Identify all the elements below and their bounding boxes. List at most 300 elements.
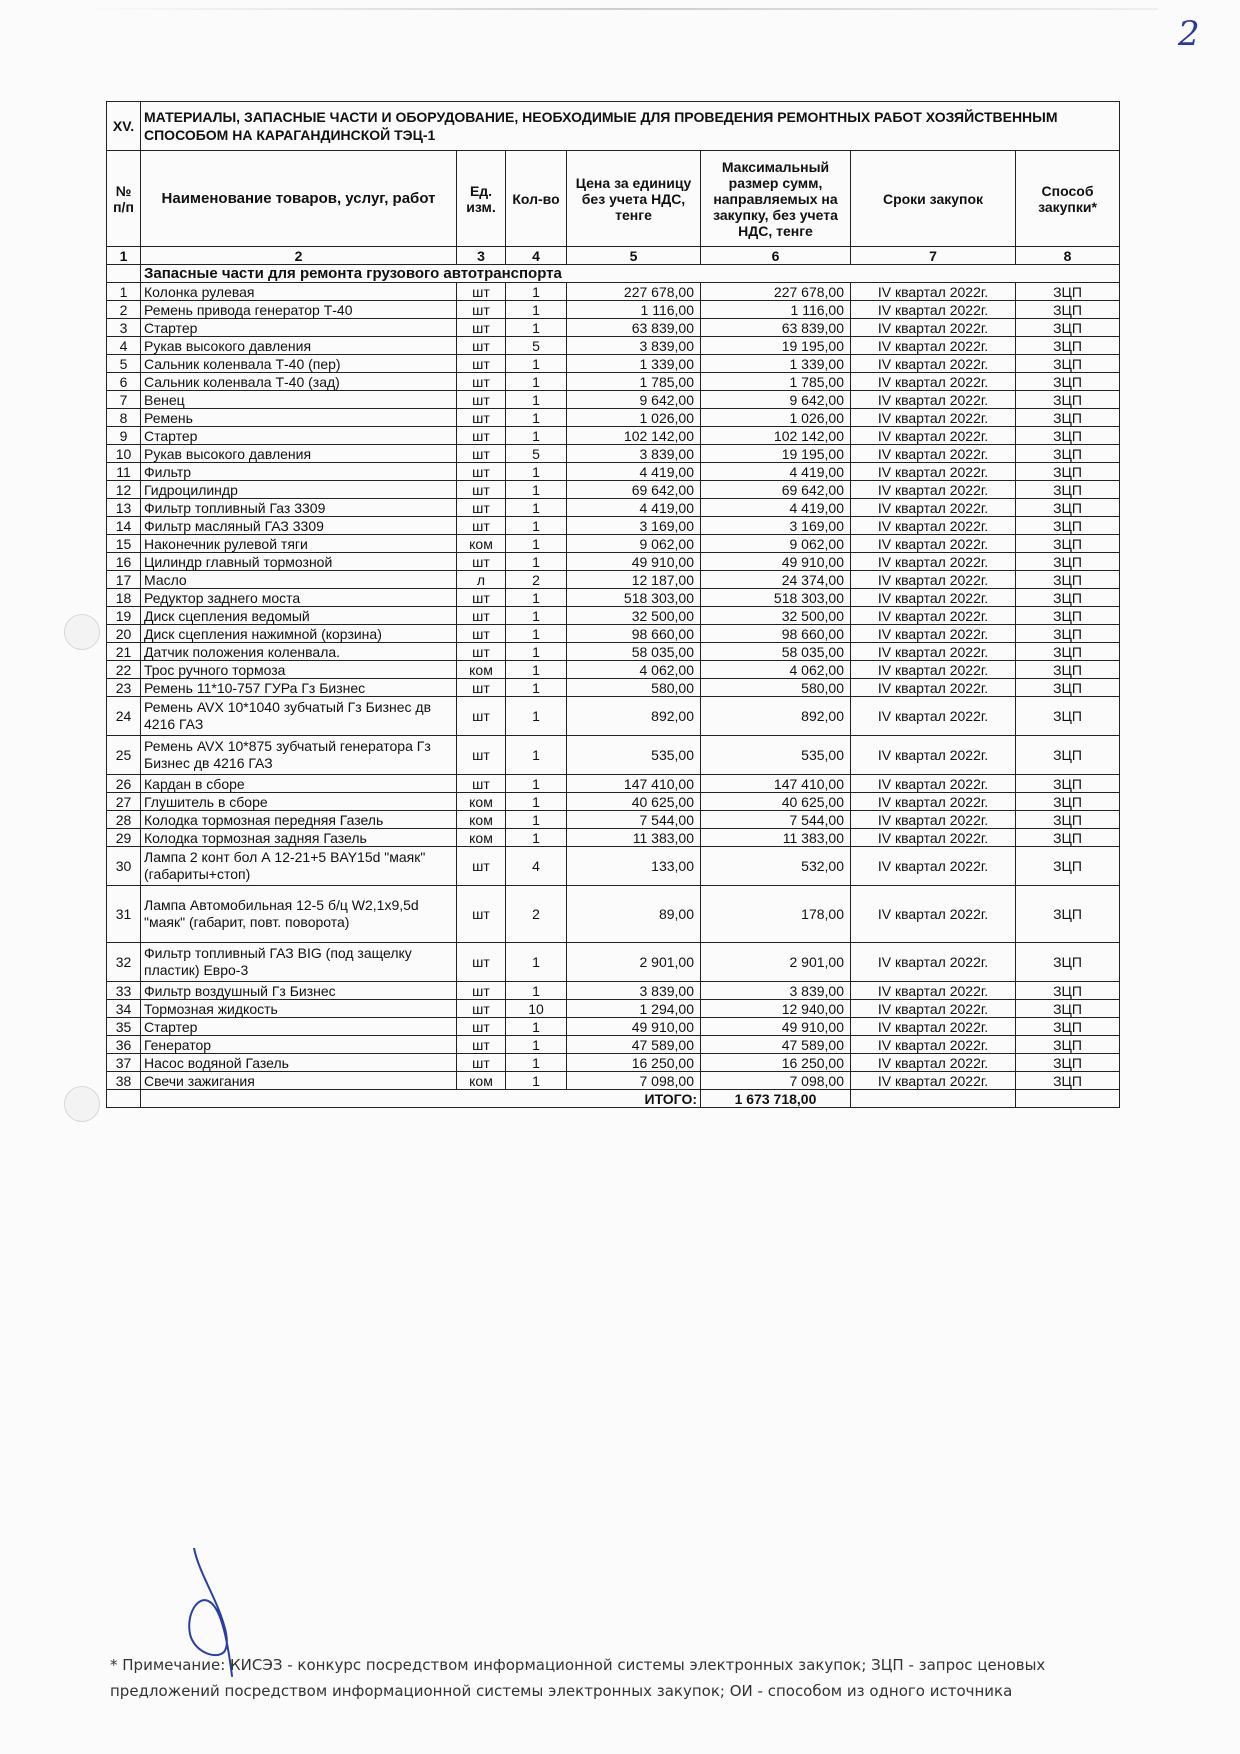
item-max-amount: 535,00 <box>701 736 851 775</box>
item-method: ЗЦП <box>1016 391 1120 409</box>
item-name: Генератор <box>141 1036 457 1054</box>
item-quantity: 1 <box>506 463 567 481</box>
item-max-amount: 63 839,00 <box>701 319 851 337</box>
item-unit: шт <box>457 775 506 793</box>
item-term: IV квартал 2022г. <box>851 1072 1016 1090</box>
row-number: 32 <box>107 943 141 982</box>
footnote: * Примечание: КИСЭЗ - конкурс посредством информационной системы электронных закупок; ЗЦП - запрос ценовых предложений посредством информационной системы электронных закупок; ОИ - способом из одного источника <box>110 1656 1046 1700</box>
table-row <box>107 736 1120 775</box>
item-unit-price: 4 419,00 <box>567 499 701 517</box>
item-term: IV квартал 2022г. <box>851 571 1016 589</box>
row-number: 37 <box>107 1054 141 1072</box>
item-unit: шт <box>457 517 506 535</box>
table-row <box>107 391 1120 409</box>
item-term: IV квартал 2022г. <box>851 943 1016 982</box>
item-max-amount: 4 419,00 <box>701 463 851 481</box>
item-unit-price: 16 250,00 <box>567 1054 701 1072</box>
header-unit: Ед. изм. <box>457 151 506 247</box>
row-number: 25 <box>107 736 141 775</box>
item-unit-price: 147 410,00 <box>567 775 701 793</box>
item-unit-price: 40 625,00 <box>567 793 701 811</box>
table-row <box>107 1072 1120 1090</box>
item-name: Кардан в сборе <box>141 775 457 793</box>
total-spacer <box>851 1090 1016 1108</box>
table-row <box>107 643 1120 661</box>
item-quantity: 5 <box>506 445 567 463</box>
item-method: ЗЦП <box>1016 409 1120 427</box>
item-term: IV квартал 2022г. <box>851 607 1016 625</box>
item-unit: шт <box>457 982 506 1000</box>
item-unit-price: 11 383,00 <box>567 829 701 847</box>
item-term: IV квартал 2022г. <box>851 643 1016 661</box>
table-row <box>107 607 1120 625</box>
table-row <box>107 283 1120 301</box>
item-max-amount: 9 642,00 <box>701 391 851 409</box>
punch-hole-bottom <box>64 1086 100 1122</box>
item-method: ЗЦП <box>1016 661 1120 679</box>
table-row <box>107 445 1120 463</box>
item-term: IV квартал 2022г. <box>851 775 1016 793</box>
row-number: 14 <box>107 517 141 535</box>
item-unit: ком <box>457 793 506 811</box>
row-number: 6 <box>107 373 141 391</box>
item-unit: шт <box>457 553 506 571</box>
item-quantity: 1 <box>506 1072 567 1090</box>
item-unit: шт <box>457 319 506 337</box>
table-row <box>107 982 1120 1000</box>
table-row <box>107 1000 1120 1018</box>
item-unit: шт <box>457 1036 506 1054</box>
item-name: Масло <box>141 571 457 589</box>
item-unit-price: 58 035,00 <box>567 643 701 661</box>
header-row <box>107 151 1120 247</box>
item-name: Ремень AVX 10*875 зубчатый генератора Гз Бизнес дв 4216 ГАЗ <box>141 736 457 775</box>
item-quantity: 1 <box>506 517 567 535</box>
item-name: Трос ручного тормоза <box>141 661 457 679</box>
table-row <box>107 427 1120 445</box>
item-unit-price: 9 642,00 <box>567 391 701 409</box>
item-method: ЗЦП <box>1016 847 1120 886</box>
header-max: Максимальный размер сумм, направляемых на закупку, без учета НДС, тенге <box>701 151 851 247</box>
table-row <box>107 409 1120 427</box>
table-row <box>107 319 1120 337</box>
item-method: ЗЦП <box>1016 589 1120 607</box>
column-number: 8 <box>1016 247 1120 265</box>
item-unit: шт <box>457 445 506 463</box>
item-name: Рукав высокого давления <box>141 337 457 355</box>
total-value: 1 673 718,00 <box>701 1090 851 1108</box>
page-number: 2 <box>1178 14 1200 54</box>
row-number: 20 <box>107 625 141 643</box>
column-number: 2 <box>141 247 457 265</box>
item-name: Лампа 2 конт бол А 12-21+5 BAY15d "маяк" (габариты+стоп) <box>141 847 457 886</box>
item-name: Редуктор заднего моста <box>141 589 457 607</box>
item-term: IV квартал 2022г. <box>851 661 1016 679</box>
item-unit: шт <box>457 736 506 775</box>
item-term: IV квартал 2022г. <box>851 355 1016 373</box>
item-unit-price: 1 339,00 <box>567 355 701 373</box>
item-term: IV квартал 2022г. <box>851 829 1016 847</box>
item-unit: шт <box>457 409 506 427</box>
item-unit: шт <box>457 847 506 886</box>
item-quantity: 4 <box>506 847 567 886</box>
header-no: № п/п <box>107 151 141 247</box>
item-unit-price: 47 589,00 <box>567 1036 701 1054</box>
column-number: 6 <box>701 247 851 265</box>
item-max-amount: 1 785,00 <box>701 373 851 391</box>
item-method: ЗЦП <box>1016 319 1120 337</box>
row-number: 7 <box>107 391 141 409</box>
row-number: 16 <box>107 553 141 571</box>
item-method: ЗЦП <box>1016 1036 1120 1054</box>
row-number: 35 <box>107 1018 141 1036</box>
table-row <box>107 943 1120 982</box>
item-max-amount: 9 062,00 <box>701 535 851 553</box>
table-row <box>107 499 1120 517</box>
table-row <box>107 829 1120 847</box>
item-unit: шт <box>457 589 506 607</box>
item-unit-price: 12 187,00 <box>567 571 701 589</box>
item-method: ЗЦП <box>1016 625 1120 643</box>
header-price: Цена за единицу без учета НДС, тенге <box>567 151 701 247</box>
row-number: 11 <box>107 463 141 481</box>
item-term: IV квартал 2022г. <box>851 697 1016 736</box>
item-method: ЗЦП <box>1016 886 1120 943</box>
item-quantity: 1 <box>506 553 567 571</box>
item-method: ЗЦП <box>1016 499 1120 517</box>
header-name: Наименование товаров, услуг, работ <box>141 151 457 247</box>
item-term: IV квартал 2022г. <box>851 793 1016 811</box>
item-term: IV квартал 2022г. <box>851 679 1016 697</box>
item-term: IV квартал 2022г. <box>851 409 1016 427</box>
item-method: ЗЦП <box>1016 445 1120 463</box>
item-quantity: 5 <box>506 337 567 355</box>
item-method: ЗЦП <box>1016 811 1120 829</box>
row-number: 10 <box>107 445 141 463</box>
item-method: ЗЦП <box>1016 829 1120 847</box>
item-method: ЗЦП <box>1016 427 1120 445</box>
item-name: Ремень <box>141 409 457 427</box>
item-unit-price: 69 642,00 <box>567 481 701 499</box>
item-unit-price: 89,00 <box>567 886 701 943</box>
item-max-amount: 102 142,00 <box>701 427 851 445</box>
item-name: Фильтр воздушный Гз Бизнес <box>141 982 457 1000</box>
item-term: IV квартал 2022г. <box>851 886 1016 943</box>
section-number: XV. <box>107 102 141 151</box>
item-quantity: 1 <box>506 793 567 811</box>
row-number: 12 <box>107 481 141 499</box>
item-max-amount: 24 374,00 <box>701 571 851 589</box>
item-unit: шт <box>457 1054 506 1072</box>
row-number: 9 <box>107 427 141 445</box>
item-quantity: 1 <box>506 643 567 661</box>
row-number: 4 <box>107 337 141 355</box>
item-unit: шт <box>457 463 506 481</box>
item-unit: л <box>457 571 506 589</box>
table-row <box>107 1054 1120 1072</box>
item-quantity: 1 <box>506 625 567 643</box>
item-quantity: 1 <box>506 1054 567 1072</box>
item-name: Стартер <box>141 427 457 445</box>
row-number: 15 <box>107 535 141 553</box>
table-row <box>107 775 1120 793</box>
item-max-amount: 7 098,00 <box>701 1072 851 1090</box>
table-row <box>107 355 1120 373</box>
item-unit: шт <box>457 607 506 625</box>
item-unit-price: 9 062,00 <box>567 535 701 553</box>
item-quantity: 1 <box>506 319 567 337</box>
row-number: 34 <box>107 1000 141 1018</box>
item-method: ЗЦП <box>1016 373 1120 391</box>
item-term: IV квартал 2022г. <box>851 589 1016 607</box>
item-quantity: 1 <box>506 301 567 319</box>
row-number: 38 <box>107 1072 141 1090</box>
item-unit-price: 1 116,00 <box>567 301 701 319</box>
item-unit: шт <box>457 943 506 982</box>
item-unit-price: 580,00 <box>567 679 701 697</box>
total-label: ИТОГО: <box>141 1090 701 1108</box>
item-name: Сальник коленвала Т-40 (пер) <box>141 355 457 373</box>
item-term: IV квартал 2022г. <box>851 427 1016 445</box>
item-term: IV квартал 2022г. <box>851 463 1016 481</box>
row-number: 31 <box>107 886 141 943</box>
item-term: IV квартал 2022г. <box>851 811 1016 829</box>
item-unit: ком <box>457 661 506 679</box>
item-method: ЗЦП <box>1016 355 1120 373</box>
item-max-amount: 532,00 <box>701 847 851 886</box>
item-method: ЗЦП <box>1016 775 1120 793</box>
item-quantity: 1 <box>506 409 567 427</box>
item-quantity: 1 <box>506 535 567 553</box>
item-unit-price: 1 026,00 <box>567 409 701 427</box>
item-unit: шт <box>457 697 506 736</box>
row-number: 29 <box>107 829 141 847</box>
item-unit: шт <box>457 886 506 943</box>
item-method: ЗЦП <box>1016 982 1120 1000</box>
item-name: Датчик положения коленвала. <box>141 643 457 661</box>
table-row <box>107 535 1120 553</box>
row-number: 18 <box>107 589 141 607</box>
item-unit: ком <box>457 811 506 829</box>
item-term: IV квартал 2022г. <box>851 535 1016 553</box>
item-term: IV квартал 2022г. <box>851 1054 1016 1072</box>
item-max-amount: 178,00 <box>701 886 851 943</box>
item-method: ЗЦП <box>1016 283 1120 301</box>
item-max-amount: 19 195,00 <box>701 337 851 355</box>
row-number: 23 <box>107 679 141 697</box>
item-unit: шт <box>457 301 506 319</box>
item-quantity: 1 <box>506 697 567 736</box>
item-term: IV квартал 2022г. <box>851 481 1016 499</box>
item-name: Фильтр масляный ГАЗ 3309 <box>141 517 457 535</box>
item-quantity: 1 <box>506 811 567 829</box>
section-row <box>107 102 1120 151</box>
table-row <box>107 337 1120 355</box>
column-number: 1 <box>107 247 141 265</box>
item-term: IV квартал 2022г. <box>851 1000 1016 1018</box>
item-name: Колодка тормозная передняя Газель <box>141 811 457 829</box>
item-method: ЗЦП <box>1016 697 1120 736</box>
row-number: 17 <box>107 571 141 589</box>
row-number: 19 <box>107 607 141 625</box>
item-term: IV квартал 2022г. <box>851 517 1016 535</box>
item-unit: шт <box>457 499 506 517</box>
item-name: Наконечник рулевой тяги <box>141 535 457 553</box>
item-name: Насос водяной Газель <box>141 1054 457 1072</box>
item-max-amount: 40 625,00 <box>701 793 851 811</box>
item-max-amount: 2 901,00 <box>701 943 851 982</box>
item-term: IV квартал 2022г. <box>851 319 1016 337</box>
item-method: ЗЦП <box>1016 736 1120 775</box>
item-name: Фильтр топливный Газ 3309 <box>141 499 457 517</box>
item-max-amount: 12 940,00 <box>701 1000 851 1018</box>
item-unit-price: 102 142,00 <box>567 427 701 445</box>
item-unit: шт <box>457 283 506 301</box>
item-term: IV квартал 2022г. <box>851 553 1016 571</box>
item-name: Цилиндр главный тормозной <box>141 553 457 571</box>
total-row <box>107 1090 1120 1108</box>
table-row <box>107 625 1120 643</box>
item-unit: шт <box>457 481 506 499</box>
item-max-amount: 147 410,00 <box>701 775 851 793</box>
item-method: ЗЦП <box>1016 679 1120 697</box>
item-unit-price: 49 910,00 <box>567 1018 701 1036</box>
item-unit-price: 227 678,00 <box>567 283 701 301</box>
item-name: Фильтр <box>141 463 457 481</box>
item-quantity: 1 <box>506 427 567 445</box>
item-method: ЗЦП <box>1016 481 1120 499</box>
item-term: IV квартал 2022г. <box>851 373 1016 391</box>
table-row <box>107 301 1120 319</box>
item-unit-price: 535,00 <box>567 736 701 775</box>
item-unit: шт <box>457 1018 506 1036</box>
row-number: 33 <box>107 982 141 1000</box>
item-term: IV квартал 2022г. <box>851 391 1016 409</box>
item-name: Ремень привода генератор Т-40 <box>141 301 457 319</box>
item-max-amount: 1 339,00 <box>701 355 851 373</box>
header-term: Сроки закупок <box>851 151 1016 247</box>
item-unit: шт <box>457 427 506 445</box>
item-quantity: 1 <box>506 481 567 499</box>
scan-edge <box>78 8 1158 10</box>
row-number: 21 <box>107 643 141 661</box>
item-unit: шт <box>457 337 506 355</box>
row-number: 30 <box>107 847 141 886</box>
item-max-amount: 16 250,00 <box>701 1054 851 1072</box>
item-method: ЗЦП <box>1016 463 1120 481</box>
item-unit-price: 3 839,00 <box>567 445 701 463</box>
row-number: 24 <box>107 697 141 736</box>
item-max-amount: 32 500,00 <box>701 607 851 625</box>
item-quantity: 1 <box>506 1036 567 1054</box>
section-title: МАТЕРИАЛЫ, ЗАПАСНЫЕ ЧАСТИ И ОБОРУДОВАНИЕ, НЕОБХОДИМЫЕ ДЛЯ ПРОВЕДЕНИЯ РЕМОНТНЫХ РАБОТ ХОЗЯЙСТВЕННЫМ СПОСОБОМ НА КАРАГАНДИНСКОЙ ТЭЦ-1 <box>141 102 1120 151</box>
header-method: Способ закупки* <box>1016 151 1120 247</box>
row-number: 36 <box>107 1036 141 1054</box>
item-quantity: 1 <box>506 775 567 793</box>
item-name: Диск сцепления ведомый <box>141 607 457 625</box>
total-spacer <box>1016 1090 1120 1108</box>
header-qty: Кол-во <box>506 151 567 247</box>
item-quantity: 1 <box>506 391 567 409</box>
item-max-amount: 49 910,00 <box>701 1018 851 1036</box>
item-max-amount: 1 116,00 <box>701 301 851 319</box>
item-unit-price: 518 303,00 <box>567 589 701 607</box>
column-number: 4 <box>506 247 567 265</box>
materials-table <box>106 101 1120 1108</box>
item-unit: шт <box>457 643 506 661</box>
column-number: 3 <box>457 247 506 265</box>
item-unit: ком <box>457 1072 506 1090</box>
item-max-amount: 7 544,00 <box>701 811 851 829</box>
item-method: ЗЦП <box>1016 643 1120 661</box>
table-row <box>107 517 1120 535</box>
item-unit-price: 4 062,00 <box>567 661 701 679</box>
row-number: 2 <box>107 301 141 319</box>
item-method: ЗЦП <box>1016 301 1120 319</box>
table-row <box>107 1018 1120 1036</box>
item-method: ЗЦП <box>1016 943 1120 982</box>
total-spacer <box>107 1090 141 1108</box>
row-number: 1 <box>107 283 141 301</box>
column-number-row <box>107 247 1120 265</box>
row-number: 28 <box>107 811 141 829</box>
item-quantity: 1 <box>506 982 567 1000</box>
item-method: ЗЦП <box>1016 1072 1120 1090</box>
item-max-amount: 580,00 <box>701 679 851 697</box>
column-number: 5 <box>567 247 701 265</box>
item-method: ЗЦП <box>1016 1000 1120 1018</box>
item-term: IV квартал 2022г. <box>851 625 1016 643</box>
item-name: Стартер <box>141 319 457 337</box>
item-quantity: 1 <box>506 499 567 517</box>
item-unit: шт <box>457 391 506 409</box>
item-term: IV квартал 2022г. <box>851 982 1016 1000</box>
item-name: Колодка тормозная задняя Газель <box>141 829 457 847</box>
item-unit: шт <box>457 679 506 697</box>
table-row <box>107 589 1120 607</box>
item-name: Ремень 11*10-757 ГУРа Гз Бизнес <box>141 679 457 697</box>
table-row <box>107 886 1120 943</box>
item-term: IV квартал 2022г. <box>851 445 1016 463</box>
item-name: Лампа Автомобильная 12-5 б/ц W2,1x9,5d "маяк" (габарит, повт. поворота) <box>141 886 457 943</box>
item-max-amount: 98 660,00 <box>701 625 851 643</box>
item-unit-price: 3 839,00 <box>567 337 701 355</box>
item-max-amount: 49 910,00 <box>701 553 851 571</box>
item-quantity: 1 <box>506 589 567 607</box>
row-number: 3 <box>107 319 141 337</box>
group-title: Запасные части для ремонта грузового автотранспорта <box>141 265 1120 283</box>
item-term: IV квартал 2022г. <box>851 736 1016 775</box>
item-method: ЗЦП <box>1016 517 1120 535</box>
table-row <box>107 661 1120 679</box>
table-row <box>107 553 1120 571</box>
item-quantity: 2 <box>506 571 567 589</box>
table-row <box>107 793 1120 811</box>
punch-hole-top <box>64 614 100 650</box>
table-row <box>107 373 1120 391</box>
item-term: IV квартал 2022г. <box>851 499 1016 517</box>
row-number: 8 <box>107 409 141 427</box>
item-max-amount: 4 419,00 <box>701 499 851 517</box>
item-unit: ком <box>457 535 506 553</box>
table-row <box>107 1036 1120 1054</box>
item-quantity: 1 <box>506 355 567 373</box>
item-method: ЗЦП <box>1016 535 1120 553</box>
item-method: ЗЦП <box>1016 1018 1120 1036</box>
item-quantity: 1 <box>506 736 567 775</box>
group-spacer <box>107 265 141 283</box>
item-name: Гидроцилиндр <box>141 481 457 499</box>
